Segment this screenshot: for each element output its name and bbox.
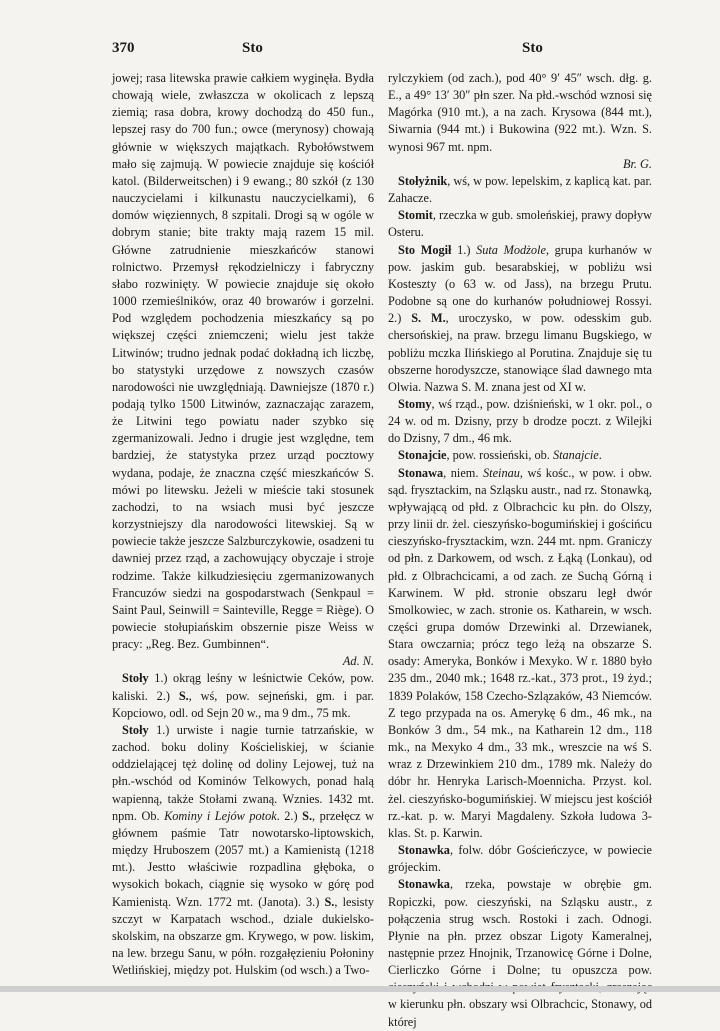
right-column bbox=[388, 70, 652, 1031]
entry-stonawka-2: Stonawka, rzeka, powstaje w obrębie gm. Ropiczki, pow. cieszyński, na Szląsku austr., z połączenia strug wsch. Rostoki i zach. Odnogi. Płynie na płn. przez obszar Ligoty Kameralnej, następnie przez Hnojnik, Trzanowicę Górne i Dolne, Cierliczko Górne i Dolne; tu opuszcza pow. w kierunku płn. obszary wsi Olbrachcic, Stonawy, od której bbox=[388, 877, 652, 1029]
author-signature: Ad. N. bbox=[342, 654, 374, 669]
entry-stonawa: Stonawa, niem. Steinau, wś kośc., w pow. i obw. sąd. frysztackim, na Szląsku austr., nad rz. Stonawką, wpływającą od płd. z Olbrachcic ku płn. do Olszy, przy linii dr. żel. cieszyńsko-bogumińskiej i gościńcu cieszyńsko-frysztackim, wzn. 244 mt. npm. Graniczy od płn. z Darkowem, od wsch. z Łąką (Lonkau), od płd. z Olbrachcicami, a od zach. ze Suchą Górną i Karwinem. W płd. stronie obszaru legł dwór Smolkowiec, w zach. stronie os. Katharein, w wsch. części grupa domów Drzewinki al. Drzewianek, Stara owczarnia; prócz tego leżą na obszarze S. osady: Amerykа, Bonków i Mexyko. W r. 1880 było 235 dm., 2040 mk.; 1648 rz.-kat., 373 prot., 19 żyd.; 1839 Polaków, 158 Czecho-Szlązaków, 43 Niemców. Z tego przypada na os. Amerykę 6 dm., 46 mk., na Bonków 3 dm., 54 mk., na Katharein 12 dm., 118 mk., na Mexyko 4 dm., 33 mk., wreszcie na wś S. wraz z Drzewinkiem 210 dm., 1789 mk. Należy do dóbr hr. Henryka Larisch-Moennicha. Przyst. kol. żel. cieszyńsko-bogumińskiej. W miejscu jest kościół rz.-kat. p. w. Maryi Magdaleny. Szkoła ludowa 3-klas. St. p. Karwin. bbox=[388, 465, 653, 840]
entry-headword: Stoły bbox=[122, 722, 149, 737]
running-head-right: Sto bbox=[522, 40, 543, 56]
entry-stomy: Stomy, wś rząd., pow. dziśnieński, w 1 okr. pol., o 24 w. od m. Dzisny, przy b drodze poczt. z Wilejki do Dzisny, 7 dm., 46 mk. bbox=[388, 396, 652, 446]
entry-headword: Stoły bbox=[122, 671, 149, 686]
author-signature: Br. G. bbox=[622, 156, 652, 171]
entry-headword: Stonawka bbox=[398, 843, 450, 858]
entry-headword: Stołyżnik bbox=[398, 173, 448, 188]
page-header bbox=[112, 40, 648, 62]
entry-headword: Sto Mogił bbox=[398, 242, 452, 257]
entry-headword: Stonawa bbox=[398, 465, 444, 480]
column-divider bbox=[381, 70, 382, 960]
entry-stomit: Stomit, rzeczka w gub. smoleńskiej, prawy dopływ Osteru. bbox=[388, 208, 652, 240]
cross-reference: Kominy i Lejów potok bbox=[164, 808, 277, 823]
entry-stolyznik: Stołyżnik, wś, w pow. lepelskim, z kaplicą kat. par. Zahacze. bbox=[388, 173, 652, 206]
entry-stonawka-1: Stonawka, folw. dóbr Gościeńczyce, w powiecie grójeckim. bbox=[388, 843, 652, 875]
entry-headword: Stonajcie bbox=[398, 448, 447, 463]
entry-headword: Stomy bbox=[398, 396, 432, 411]
entry-continuation: jowej; rasa litewska prawie całkiem wyginęła. Bydła chowają wiele, zwłaszcza w okolicach z lepszą ziemią; rasa dobra, krowy dochodzą do 450 fun., lepszej rasy do 700 fun.; owce (merynosy) chowają głównie w większych majątkach. Rybołówstwem mało się zajmują. W powiecie znajduje się kościół katol. (Bilderweitschen) i 9 ewang.; 80 szkół (z 130 nauczycielami i kilkunastu nauczycielkami), 6 domów więziennych, 8 szpitali. Drogi są w ogóle w dobrym stanie; bite trakty mają razem 15 mil. Główne zatrudnienie mieszkańców stanowi rolnictwo. Przemysł rękodzielniczy i fabryczny słabo rozwinięty. W powiecie znajduje się około 1000 rzemieślników, oraz 40 browarów i gorzelni. Pod względem pochodzenia mieszkańcy są po większej części zniemczeni; wielu jest także Litwinów; trudno jednak podać dokładną ich liczbę, bo statystyki urzędowe z nowszych czasów narodowości nie uwzględniają. Dawniejsze (1870 r.) podają tylko 1500 Litwinów, zaznaczając zarazem, że Litwini tego powiatu nader szybko się zgermanizowali. Jedno i drugie jest względne, tem bardziej, że statystyka przez urząd pocztowy wydana, podaje, że znaczna część mieszkańców S. mówi po litewsku. Jeżeli w mieście taki stosunek zachodzi, to na wsiach musi być jeszcze korzystniejszy dla narodowości litewskiej. Są w powiecie także jeszcze Salzburczykowie, osadzeni tu dawniej przez rząd, a zachowujący obyczaje i stroje rodzime. Także kilkudziesięciu zgermanizowanych Francuzów siedzi na gospodarstwach (Senkpaul = Saint Paul, Seinwill = Sainteville, Regge = Riège). O powiecie stołupiańskim obszernie pisze Weiss w pracy: „Reg. Bez. Gumbinnen“. bbox=[112, 71, 374, 652]
entry-stoly-2: Stoły 1.) urwiste i nagie turnie tatrzańskie, w zachod. boku doliny Kościeliskiej, w ścianie oddzielającej tęż dolinę od doliny Lejowej, tuż na płn.-wschód od Kominów Telkowych, ponad halą wapienną, także Stołami zwaną. Wznies. 1432 mt. npm. Ob. Kominy i Lejów potok. 2.) S., przełęcz w głównem paśmie Tatr nowotarsko-liptowskich, między Hruboszem (2057 mt.) a Kamienistą (1218 mt.). Jestto właściwie rozpadlina głęboka, o wysokich bokach, ciągnie się wysoko w górę pod Kamienistą. Wzn. 1772 mt. (Janota). 3.) S., lesisty szczyt w Karpatach wschod., dziale dukielsko-skolskim, na obszarze gm. Krywego, w pow. liskim, na lew. brzegu Sanu, w półn. rozgałęzieniu Połoniny Wetlińskiej, między pot. Hulskim (od wsch.) a Two- bbox=[112, 722, 375, 978]
page-number: 370 bbox=[112, 40, 135, 56]
scan-edge bbox=[0, 986, 720, 992]
entry-stonajcie: Stonajcie, pow. rossieński, ob. Stanajcie. bbox=[398, 448, 602, 463]
left-column bbox=[112, 70, 374, 979]
entry-headword: Stomit bbox=[398, 208, 433, 223]
entry-stoly-1: Stoły 1.) okrąg leśny w leśnictwie Ceków, pow. kaliski. 2.) S., wś, pow. sejneński, gm. i par. Kopciowo, odl. od Sejn 20 w., ma 9 dm., 75 mk. bbox=[112, 671, 374, 720]
cross-reference: Stanajcie bbox=[552, 448, 599, 463]
entry-headword: Stonawka bbox=[398, 877, 450, 892]
running-head-left: Sto bbox=[242, 40, 263, 56]
entry-continuation: rylczykiem (od zach.), pod 40° 9′ 45″ wsch. dłg. g. E., a 49° 13′ 30″ płn szer. Na płd.-wschód wznosi się Magórka (910 mt.), a na zach. Krysowa (844 mt.), Siwarnia (944 mt.) i Bukowina (922 mt.). Wzn. S. wynosi 967 mt. npm. bbox=[388, 71, 652, 154]
entry-sto-mogil: Sto Mogił 1.) Suta Modżole, grupa kurhanów w pow. jaskim gub. besarabskiej, w pobliżu wsi Kosteszty (o 63 w. od Jass), na brzegu Prutu. Podobne są one do kurhanów południowej Rossyi. 2.) S. M., uroczysko, w pow. odesskim gub. chersońskiej, na praw. brzegu limanu Bugskiego, w pobliżu mczka Ilińskiego al Porutina. Znajduje się tu obszerne horodyszcze, stanowiące ślad dawnego mta Olwia. Nazwa S. M. znana jest od XI w. bbox=[388, 242, 652, 394]
